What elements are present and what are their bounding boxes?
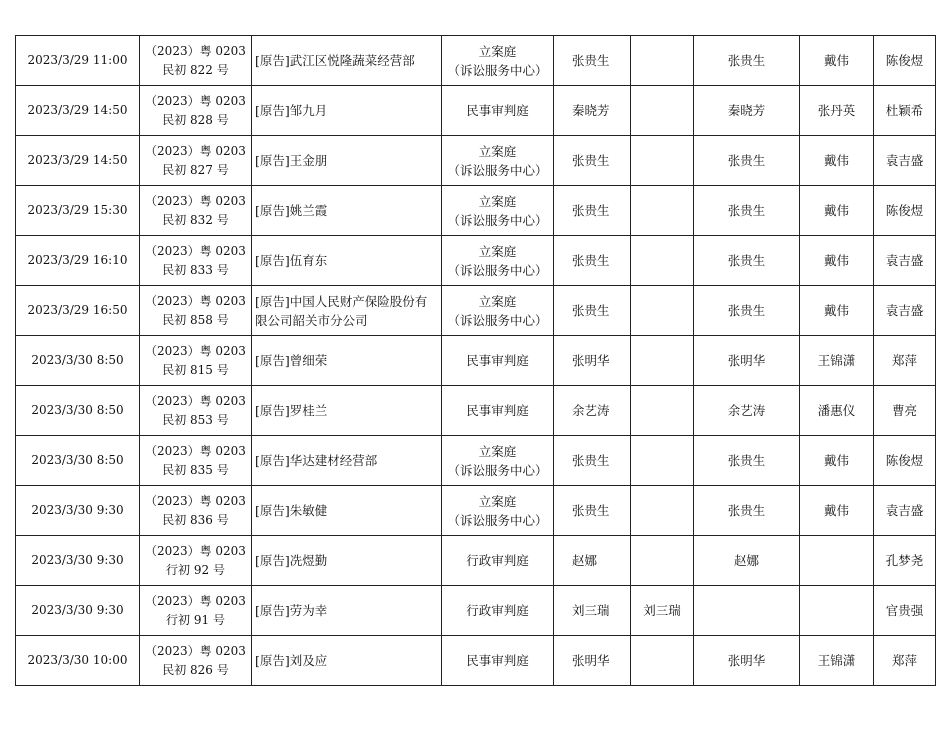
clerk-cell-text: 陈俊煜 <box>885 203 924 218</box>
presiding-judge-cell-text: 张贵生 <box>572 303 610 318</box>
panel-member-cell <box>800 636 874 686</box>
case-number-cell <box>140 236 252 286</box>
presiding-judge-cell <box>554 486 631 536</box>
hearing-time-cell-text: 2023/3/30 8:50 <box>31 453 124 467</box>
party-cell-text: [原告]劳为幸 <box>255 603 328 618</box>
judge-cell <box>631 586 694 636</box>
hearing-time-cell-text: 2023/3/30 10:00 <box>27 653 128 667</box>
court-cell <box>442 386 554 436</box>
party-cell-text: [原告]冼煜勤 <box>255 553 328 568</box>
court-cell <box>442 636 554 686</box>
judge-cell <box>631 536 694 586</box>
trial-judge-cell <box>694 486 800 536</box>
case-number-cell-text: 行初 92 号 <box>166 562 225 577</box>
party-cell <box>252 286 442 336</box>
presiding-judge-cell <box>554 336 631 386</box>
case-number-cell-text: 民初 858 号 <box>162 312 229 327</box>
case-number-cell-text: （2023）粤 0203 <box>145 93 246 108</box>
table-row <box>16 336 936 386</box>
court-cell-text: （诉讼服务中心） <box>447 162 548 178</box>
trial-judge-cell-text: 张明华 <box>727 353 766 368</box>
panel-member-cell-text: 潘惠仪 <box>817 403 856 418</box>
clerk-cell-text: 曹亮 <box>891 403 917 418</box>
table-row <box>16 536 936 586</box>
judge-cell <box>631 336 694 386</box>
party-cell-text: [原告]罗桂兰 <box>255 403 328 418</box>
case-number-cell-text: （2023）粤 0203 <box>145 393 246 408</box>
presiding-judge-cell-text: 张明华 <box>572 653 610 668</box>
case-number-cell-text: 民初 822 号 <box>162 62 229 77</box>
case-number-cell <box>140 636 252 686</box>
court-cell-text: 民事审判庭 <box>466 353 529 368</box>
presiding-judge-cell <box>554 436 631 486</box>
panel-member-cell <box>800 436 874 486</box>
panel-member-cell-text: 戴伟 <box>823 503 849 518</box>
court-cell <box>442 286 554 336</box>
hearing-time-cell <box>16 286 140 336</box>
trial-judge-cell <box>694 336 800 386</box>
court-cell <box>442 86 554 136</box>
court-cell <box>442 436 554 486</box>
presiding-judge-cell-text: 张贵生 <box>572 503 610 518</box>
presiding-judge-cell-text: 赵娜 <box>572 553 598 568</box>
clerk-cell <box>874 586 936 636</box>
court-cell-text: （诉讼服务中心） <box>447 212 548 228</box>
clerk-cell-text: 官贵强 <box>885 603 924 618</box>
party-cell-text: [原告]伍育东 <box>255 253 328 268</box>
case-number-cell-text: 民初 835 号 <box>162 462 229 477</box>
party-cell <box>252 436 442 486</box>
party-cell-text: [原告]朱敏健 <box>255 503 328 518</box>
clerk-cell-text: 袁吉盛 <box>885 503 924 518</box>
judge-cell <box>631 436 694 486</box>
trial-judge-cell <box>694 286 800 336</box>
presiding-judge-cell <box>554 86 631 136</box>
judge-cell <box>631 236 694 286</box>
party-cell <box>252 636 442 686</box>
judge-cell-text: 刘三瑞 <box>643 603 681 618</box>
presiding-judge-cell-text: 张贵生 <box>572 253 610 268</box>
hearing-time-cell-text: 2023/3/29 16:10 <box>27 253 128 267</box>
hearing-time-cell-text: 2023/3/30 9:30 <box>31 503 124 517</box>
court-cell-text: 立案庭 <box>478 193 517 209</box>
case-number-cell <box>140 486 252 536</box>
clerk-cell-text: 袁吉盛 <box>885 153 924 168</box>
case-number-cell-text: （2023）粤 0203 <box>145 593 246 608</box>
clerk-cell <box>874 86 936 136</box>
trial-judge-cell-text: 张贵生 <box>727 303 766 318</box>
hearing-time-cell-text: 2023/3/29 16:50 <box>27 303 128 317</box>
case-number-cell-text: 民初 828 号 <box>162 112 229 127</box>
presiding-judge-cell-text: 秦晓芳 <box>572 103 610 118</box>
court-cell <box>442 586 554 636</box>
court-cell-text: （诉讼服务中心） <box>447 262 548 278</box>
clerk-cell-text: 陈俊煜 <box>885 453 924 468</box>
trial-judge-cell-text: 张贵生 <box>727 153 766 168</box>
table-row <box>16 386 936 436</box>
clerk-cell <box>874 286 936 336</box>
hearing-time-cell <box>16 36 140 86</box>
court-cell-text: （诉讼服务中心） <box>447 312 548 328</box>
case-number-cell-text: （2023）粤 0203 <box>145 43 246 58</box>
presiding-judge-cell-text: 张贵生 <box>572 203 610 218</box>
panel-member-cell-text: 张丹英 <box>817 103 856 118</box>
party-cell <box>252 136 442 186</box>
court-cell <box>442 336 554 386</box>
hearing-time-cell <box>16 536 140 586</box>
court-cell-text: （诉讼服务中心） <box>447 512 548 528</box>
clerk-cell <box>874 486 936 536</box>
hearing-schedule-table <box>15 35 936 686</box>
clerk-cell-text: 陈俊煜 <box>885 53 924 68</box>
case-number-cell <box>140 536 252 586</box>
judge-cell <box>631 286 694 336</box>
court-cell <box>442 536 554 586</box>
trial-judge-cell <box>694 536 800 586</box>
party-cell <box>252 586 442 636</box>
panel-member-cell <box>800 36 874 86</box>
presiding-judge-cell <box>554 536 631 586</box>
court-cell-text: 立案庭 <box>478 293 517 309</box>
case-number-cell-text: （2023）粤 0203 <box>145 443 246 458</box>
judge-cell <box>631 86 694 136</box>
hearing-time-cell <box>16 586 140 636</box>
clerk-cell <box>874 136 936 186</box>
presiding-judge-cell-text: 刘三瑞 <box>572 603 610 618</box>
presiding-judge-cell-text: 张贵生 <box>572 153 610 168</box>
case-number-cell-text: （2023）粤 0203 <box>145 493 246 508</box>
party-cell <box>252 336 442 386</box>
hearing-time-cell <box>16 136 140 186</box>
trial-judge-cell <box>694 636 800 686</box>
party-cell <box>252 86 442 136</box>
panel-member-cell-text: 戴伟 <box>823 203 849 218</box>
panel-member-cell <box>800 286 874 336</box>
party-cell-text: [原告]曾细荣 <box>255 353 328 368</box>
party-cell <box>252 536 442 586</box>
table-row <box>16 236 936 286</box>
hearing-time-cell-text: 2023/3/30 8:50 <box>31 353 124 367</box>
case-number-cell <box>140 136 252 186</box>
hearing-time-cell <box>16 386 140 436</box>
hearing-time-cell <box>16 486 140 536</box>
court-cell <box>442 186 554 236</box>
case-number-cell-text: 民初 836 号 <box>162 512 229 527</box>
judge-cell <box>631 136 694 186</box>
table-row <box>16 86 936 136</box>
case-number-cell-text: 民初 826 号 <box>162 662 229 677</box>
party-cell-text: [原告]王金朋 <box>255 153 328 168</box>
table-row <box>16 186 936 236</box>
hearing-time-cell-text: 2023/3/29 14:50 <box>27 103 128 117</box>
case-number-cell <box>140 86 252 136</box>
trial-judge-cell <box>694 236 800 286</box>
clerk-cell-text: 孔梦尧 <box>885 553 924 568</box>
hearing-time-cell <box>16 236 140 286</box>
panel-member-cell <box>800 86 874 136</box>
case-number-cell-text: （2023）粤 0203 <box>145 243 246 258</box>
panel-member-cell <box>800 386 874 436</box>
case-number-cell <box>140 436 252 486</box>
presiding-judge-cell <box>554 386 631 436</box>
clerk-cell <box>874 436 936 486</box>
court-cell-text: 立案庭 <box>478 493 517 509</box>
case-number-cell-text: 民初 832 号 <box>162 212 229 227</box>
clerk-cell <box>874 386 936 436</box>
hearing-time-cell-text: 2023/3/30 9:30 <box>31 553 124 567</box>
trial-judge-cell <box>694 136 800 186</box>
clerk-cell <box>874 536 936 586</box>
presiding-judge-cell-text: 张明华 <box>572 353 610 368</box>
court-cell-text: （诉讼服务中心） <box>447 62 548 78</box>
court-cell <box>442 36 554 86</box>
hearing-time-cell-text: 2023/3/29 11:00 <box>27 53 128 67</box>
trial-judge-cell-text: 秦晓芳 <box>727 103 766 118</box>
case-number-cell <box>140 186 252 236</box>
clerk-cell <box>874 636 936 686</box>
presiding-judge-cell <box>554 586 631 636</box>
trial-judge-cell-text: 张贵生 <box>727 203 766 218</box>
judge-cell <box>631 386 694 436</box>
party-cell-text: [原告]姚兰霞 <box>255 203 328 218</box>
judge-cell <box>631 636 694 686</box>
table-row <box>16 436 936 486</box>
court-cell-text: 行政审判庭 <box>466 553 529 568</box>
case-number-cell <box>140 36 252 86</box>
hearing-time-cell-text: 2023/3/29 15:30 <box>27 203 128 217</box>
judge-cell <box>631 486 694 536</box>
presiding-judge-cell-text: 张贵生 <box>572 53 610 68</box>
trial-judge-cell-text: 张贵生 <box>727 503 766 518</box>
case-number-cell <box>140 286 252 336</box>
trial-judge-cell <box>694 36 800 86</box>
hearing-time-cell-text: 2023/3/30 9:30 <box>31 603 124 617</box>
court-cell-text: 民事审判庭 <box>466 653 529 668</box>
hearing-time-cell <box>16 636 140 686</box>
case-number-cell-text: （2023）粤 0203 <box>145 293 246 308</box>
table-row <box>16 486 936 536</box>
clerk-cell-text: 袁吉盛 <box>885 253 924 268</box>
panel-member-cell <box>800 536 874 586</box>
table-row <box>16 586 936 636</box>
clerk-cell <box>874 336 936 386</box>
case-number-cell-text: （2023）粤 0203 <box>145 543 246 558</box>
panel-member-cell <box>800 336 874 386</box>
trial-judge-cell <box>694 186 800 236</box>
trial-judge-cell-text: 张贵生 <box>727 453 766 468</box>
hearing-time-cell-text: 2023/3/29 14:50 <box>27 153 128 167</box>
court-cell-text: （诉讼服务中心） <box>447 462 548 478</box>
trial-judge-cell-text: 张贵生 <box>727 253 766 268</box>
clerk-cell <box>874 186 936 236</box>
hearing-time-cell <box>16 86 140 136</box>
judge-cell <box>631 36 694 86</box>
case-number-cell <box>140 586 252 636</box>
panel-member-cell <box>800 486 874 536</box>
party-cell <box>252 386 442 436</box>
hearing-time-cell <box>16 336 140 386</box>
court-cell <box>442 236 554 286</box>
panel-member-cell-text: 戴伟 <box>823 53 849 68</box>
panel-member-cell-text: 戴伟 <box>823 303 849 318</box>
party-cell <box>252 36 442 86</box>
panel-member-cell-text: 王锦潇 <box>817 353 856 368</box>
case-number-cell-text: 民初 833 号 <box>162 262 229 277</box>
schedule-body <box>16 36 936 686</box>
clerk-cell-text: 袁吉盛 <box>885 303 924 318</box>
trial-judge-cell <box>694 436 800 486</box>
party-cell-text: [原告]刘及应 <box>255 653 328 668</box>
presiding-judge-cell <box>554 636 631 686</box>
clerk-cell <box>874 36 936 86</box>
clerk-cell-text: 郑萍 <box>891 353 917 368</box>
party-cell <box>252 236 442 286</box>
party-cell-text: [原告]邹九月 <box>255 103 328 118</box>
court-cell-text: 立案庭 <box>478 443 517 459</box>
clerk-cell <box>874 236 936 286</box>
presiding-judge-cell <box>554 186 631 236</box>
presiding-judge-cell <box>554 236 631 286</box>
court-cell-text: 民事审判庭 <box>466 403 529 418</box>
court-cell-text: 立案庭 <box>478 143 517 159</box>
party-cell <box>252 486 442 536</box>
presiding-judge-cell <box>554 36 631 86</box>
panel-member-cell <box>800 136 874 186</box>
table-row <box>16 636 936 686</box>
panel-member-cell <box>800 186 874 236</box>
panel-member-cell-text: 戴伟 <box>823 253 849 268</box>
court-cell <box>442 136 554 186</box>
court-cell-text: 行政审判庭 <box>466 603 529 618</box>
panel-member-cell-text: 王锦潇 <box>817 653 856 668</box>
panel-member-cell-text: 戴伟 <box>823 153 849 168</box>
case-number-cell <box>140 386 252 436</box>
table-row <box>16 136 936 186</box>
court-cell <box>442 486 554 536</box>
hearing-time-cell-text: 2023/3/30 8:50 <box>31 403 124 417</box>
party-cell-text: [原告]中国人民财产保险股份有限公司韶关市分公司 <box>255 293 428 328</box>
case-number-cell-text: （2023）粤 0203 <box>145 193 246 208</box>
judge-cell <box>631 186 694 236</box>
party-cell-text: [原告]武江区悦隆蔬菜经营部 <box>255 53 415 68</box>
presiding-judge-cell <box>554 136 631 186</box>
trial-judge-cell-text: 赵娜 <box>733 553 759 568</box>
clerk-cell-text: 杜颖希 <box>885 103 924 118</box>
case-number-cell-text: （2023）粤 0203 <box>145 143 246 158</box>
case-number-cell <box>140 336 252 386</box>
panel-member-cell <box>800 236 874 286</box>
case-number-cell-text: （2023）粤 0203 <box>145 643 246 658</box>
panel-member-cell <box>800 586 874 636</box>
table-row <box>16 36 936 86</box>
trial-judge-cell <box>694 86 800 136</box>
trial-judge-cell <box>694 386 800 436</box>
presiding-judge-cell <box>554 286 631 336</box>
hearing-time-cell <box>16 436 140 486</box>
case-number-cell-text: 民初 827 号 <box>162 162 229 177</box>
case-number-cell-text: 民初 815 号 <box>162 362 229 377</box>
case-number-cell-text: 行初 91 号 <box>166 612 225 627</box>
trial-judge-cell-text: 张贵生 <box>727 53 766 68</box>
trial-judge-cell-text: 余艺涛 <box>727 403 766 418</box>
court-cell-text: 立案庭 <box>478 243 517 259</box>
trial-judge-cell-text: 张明华 <box>727 653 766 668</box>
court-cell-text: 民事审判庭 <box>466 103 529 118</box>
case-number-cell-text: 民初 853 号 <box>162 412 229 427</box>
table-row <box>16 286 936 336</box>
trial-judge-cell <box>694 586 800 636</box>
party-cell-text: [原告]华达建材经营部 <box>255 453 378 468</box>
court-cell-text: 立案庭 <box>478 43 517 59</box>
hearing-time-cell <box>16 186 140 236</box>
case-number-cell-text: （2023）粤 0203 <box>145 343 246 358</box>
presiding-judge-cell-text: 张贵生 <box>572 453 610 468</box>
panel-member-cell-text: 戴伟 <box>823 453 849 468</box>
presiding-judge-cell-text: 余艺涛 <box>572 403 610 418</box>
clerk-cell-text: 郑萍 <box>891 653 917 668</box>
party-cell <box>252 186 442 236</box>
